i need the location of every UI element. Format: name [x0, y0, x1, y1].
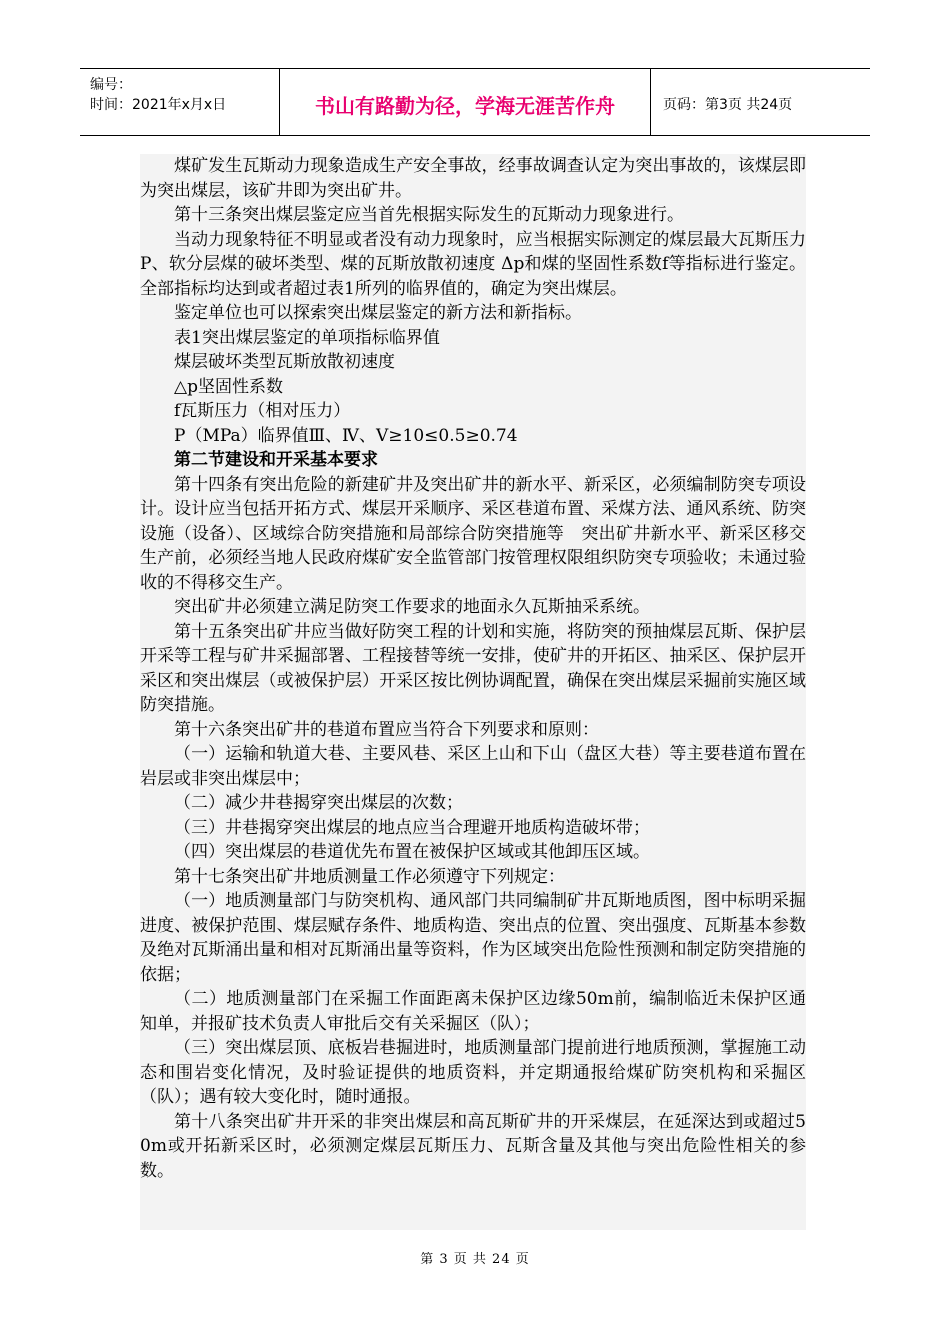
paragraph: 煤矿发生瓦斯动力现象造成生产安全事故，经事故调查认定为突出事故的，该煤层即为突出煤层，该矿井即为突出矿井。 — [140, 156, 806, 201]
list-item: （四）突出煤层的巷道优先布置在被保护区域或其他卸压区域。 — [174, 842, 650, 862]
table-text: △p坚固性系数 — [174, 376, 283, 397]
list-item: （三）井巷揭穿突出煤层的地点应当合理避开地质构造破坏带； — [174, 817, 650, 838]
paragraph: 第十四条有突出危险的新建矿井及突出矿井的新水平、新采区，必须编制防突专项设计。设计应当包括开拓方式、煤层开采顺序、采区巷道布置、采煤方法、通风系统、防突设施（设备）、区域综合防突措施和局部综合防突措施等 突出矿井新水平、新采区移交生产前，必须经当地人民政府煤矿安全监管部门按管理权限组织防突专项验收；未通过验收的不得移交生产。 — [140, 474, 806, 593]
paragraph: 第十八条突出矿井开采的非突出煤层和高瓦斯矿井的开采煤层，在延深达到或超过50m或开拓新采区时，必须测定煤层瓦斯压力、瓦斯含量及其他与突出危险性相关的参数。 — [140, 1111, 806, 1181]
header-page-number: 页码：第3页 共24页 — [663, 97, 793, 113]
section-heading: 第二节建设和开采基本要求 — [174, 450, 378, 470]
paragraph: 第十三条突出煤层鉴定应当首先根据实际发生的瓦斯动力现象进行。 — [174, 205, 684, 225]
document-body — [140, 154, 806, 1230]
list-item: （二）地质测量部门在采掘工作面距离未保护区边缘50m前，编制临近未保护区通知单，并报矿技术负责人审批后交有关采掘区（队）； — [140, 989, 806, 1034]
page-footer: 第 3 页 共 24 页 — [420, 1252, 530, 1267]
table-text: 煤层破坏类型瓦斯放散初速度 — [174, 352, 395, 372]
table-text: P（MPa）临界值Ⅲ、Ⅳ、Ⅴ≥10≤0.5≥0.74 — [174, 425, 518, 446]
document-number: 编号： — [90, 77, 132, 93]
paragraph: 突出矿井必须建立满足防突工作要求的地面永久瓦斯抽采系统。 — [174, 597, 650, 617]
paragraph: 第十六条突出矿井的巷道布置应当符合下列要求和原则： — [174, 719, 599, 740]
paragraph: 当动力现象特征不明显或者没有动力现象时，应当根据实际测定的煤层最大瓦斯压力P、软分层煤的破坏类型、煤的瓦斯放散初速度 Δp和煤的坚固性系数f等指标进行鉴定。全部指标均达到或者超过表1所列的临界值的，确定为突出煤层。 — [140, 229, 806, 299]
header-meta — [80, 69, 280, 135]
document-date: 时间：2021年x月x日 — [90, 97, 227, 113]
header-motto: 书山有路勤为径，学海无涯苦作舟 — [280, 69, 651, 135]
list-item: （一）地质测量部门与防突机构、通风部门共同编制矿井瓦斯地质图，图中标明采掘进度、被保护范围、煤层赋存条件、地质构造、突出点的位置、突出强度、瓦斯基本参数及绝对瓦斯涌出量和相对瓦斯涌出量等资料，作为区域突出危险性预测和制定防突措施的依据； — [140, 891, 806, 985]
paragraph: 第十七条突出矿井地质测量工作必须遵守下列规定： — [174, 866, 565, 887]
table-caption: 表1突出煤层鉴定的单项指标临界值 — [174, 327, 440, 348]
list-item: （二）减少井巷揭穿突出煤层的次数； — [174, 793, 463, 813]
table-text: f瓦斯压力（相对压力） — [174, 401, 351, 421]
list-item: （三）突出煤层顶、底板岩巷掘进时，地质测量部门提前进行地质预测，掌握施工动态和围岩变化情况，及时验证提供的地质资料，并定期通报给煤矿防突机构和采掘区（队）；遇有较大变化时，随时通报。 — [140, 1038, 806, 1107]
list-item: （一）运输和轨道大巷、主要风巷、采区上山和下山（盘区大巷）等主要巷道布置在岩层或非突出煤层中； — [140, 744, 806, 789]
paragraph: 第十五条突出矿井应当做好防突工程的计划和实施，将防突的预抽煤层瓦斯、保护层开采等工程与矿井采掘部署、工程接替等统一安排，使矿井的开拓区、抽采区、保护层开采区和突出煤层（或被保护层）开采区按比例协调配置，确保在突出煤层采掘前实施区域防突措施。 — [140, 621, 806, 715]
paragraph: 鉴定单位也可以探索突出煤层鉴定的新方法和新指标。 — [174, 303, 582, 323]
page-header — [80, 68, 870, 136]
